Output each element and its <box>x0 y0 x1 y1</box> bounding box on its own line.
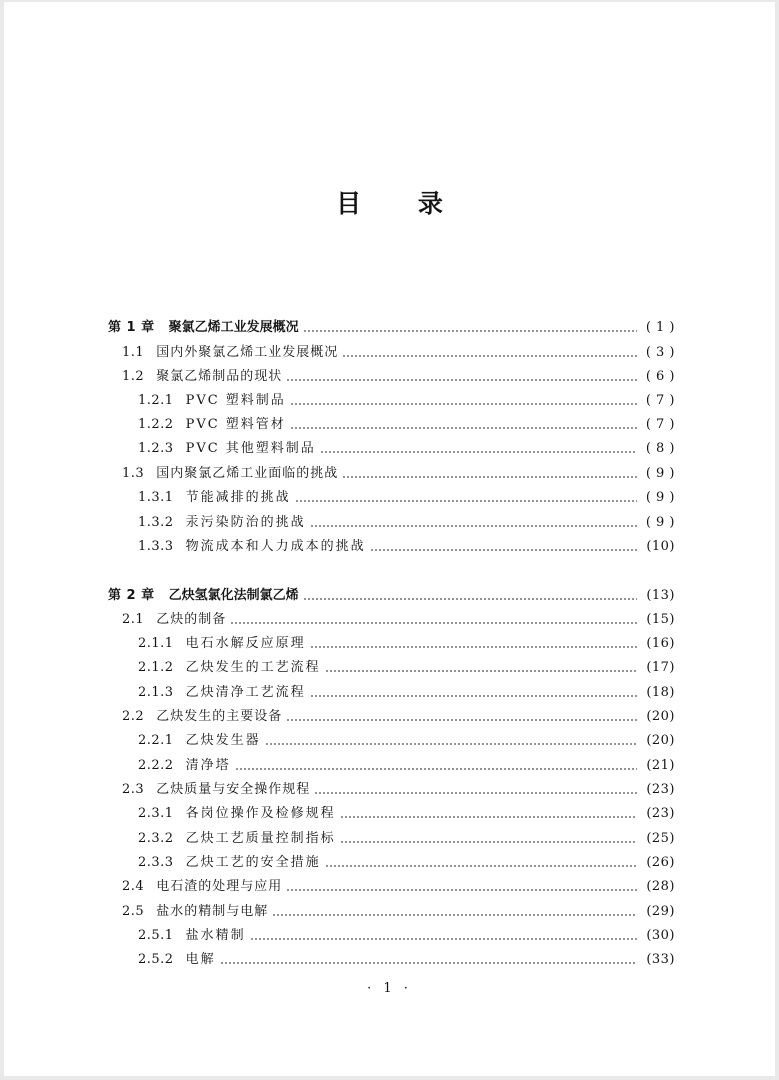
toc-entry[interactable] <box>122 462 675 482</box>
toc-entry-page: ( 9 ) <box>645 490 675 505</box>
toc-entry-page: (18) <box>646 685 675 700</box>
toc-entry[interactable] <box>138 851 675 871</box>
toc-entry-number: 1.2.3 <box>138 441 174 456</box>
dot-leader <box>286 719 637 721</box>
toc-entry-page: ( 3 ) <box>645 345 675 360</box>
toc-entry-title: 节能减排的挑战 <box>185 490 291 505</box>
toc-entry-page: (16) <box>646 636 675 651</box>
dot-leader <box>340 816 637 818</box>
toc-entry-page: ( 9 ) <box>645 466 675 481</box>
dot-leader <box>325 670 637 672</box>
toc-entry[interactable] <box>138 656 675 676</box>
toc-entry-page: ( 8 ) <box>645 441 675 456</box>
toc-entry-page: ( 7 ) <box>645 417 675 432</box>
toc-entry-title: 乙炔氢氯化法制氯乙烯 <box>168 588 299 603</box>
toc-entry-number: 2.3.1 <box>138 806 174 821</box>
toc-entry-title: 乙炔的制备 <box>156 612 227 627</box>
toc-entry[interactable] <box>122 341 675 361</box>
dot-leader <box>325 865 637 867</box>
dot-leader <box>342 355 637 357</box>
page-number-footer: · 1 · <box>367 981 412 996</box>
toc-entry-page: (26) <box>646 855 675 870</box>
toc-entry[interactable] <box>138 754 675 774</box>
toc-entry-page: (10) <box>646 539 675 554</box>
dot-leader <box>370 549 637 551</box>
toc-entry-title: 乙炔工艺质量控制指标 <box>185 831 336 846</box>
toc-entry-page: (13) <box>646 588 675 603</box>
toc-entry[interactable] <box>138 437 675 457</box>
toc-entry-number: 2.2.1 <box>138 733 174 748</box>
toc-entry-title: 乙炔发生器 <box>185 733 261 748</box>
toc-entry[interactable] <box>122 875 675 895</box>
toc-entry-number: 2.1.1 <box>138 636 174 651</box>
dot-leader <box>310 695 637 697</box>
toc-entry-title: 电石水解反应原理 <box>185 636 306 651</box>
toc-entry[interactable] <box>138 535 675 555</box>
toc-entry-title: PVC 塑料制品 <box>185 393 286 408</box>
dot-leader <box>272 914 637 916</box>
toc-entry-title: 聚氯乙烯制品的现状 <box>156 369 283 384</box>
dot-leader <box>340 841 637 843</box>
toc-entry-number: 1.3.2 <box>138 515 174 530</box>
dot-leader <box>265 743 637 745</box>
toc-entry-number: 2.4 <box>122 879 145 894</box>
toc-entry-number: 1.3 <box>122 466 145 481</box>
toc-chapter-entry[interactable] <box>108 584 675 604</box>
toc-entry[interactable] <box>122 900 675 920</box>
toc-entry-number: 1.3.1 <box>138 490 174 505</box>
toc-entry[interactable] <box>138 729 675 749</box>
toc-entry-title: PVC 其他塑料制品 <box>185 441 316 456</box>
toc-entry-number: 2.5.1 <box>138 928 174 943</box>
dot-leader <box>286 379 637 381</box>
dot-leader <box>220 962 637 964</box>
toc-entry-page: (23) <box>646 806 675 821</box>
dot-leader <box>290 427 637 429</box>
toc-entry-page: ( 6 ) <box>645 369 675 384</box>
toc-entry-number: 2.5 <box>122 904 145 919</box>
dot-leader <box>310 525 637 527</box>
toc-entry-page: (20) <box>646 733 675 748</box>
toc-entry-number: 1.2.2 <box>138 417 174 432</box>
toc-entry-page: (17) <box>646 660 675 675</box>
toc-entry-number: 2.3 <box>122 782 145 797</box>
toc-entry-page: ( 9 ) <box>645 515 675 530</box>
toc-entry[interactable] <box>122 365 675 385</box>
toc-entry-title: 聚氯乙烯工业发展概况 <box>168 320 299 335</box>
toc-entry-number: 第 2 章 <box>108 588 155 603</box>
toc-entry-number: 2.2 <box>122 709 145 724</box>
dot-leader <box>295 500 637 502</box>
toc-entry-title: 乙炔工艺的安全措施 <box>185 855 321 870</box>
toc-entry-title: 盐水精制 <box>185 928 246 943</box>
toc-entry-page: (28) <box>646 879 675 894</box>
toc-entry-number: 2.3.2 <box>138 831 174 846</box>
toc-entry-page: ( 1 ) <box>645 320 675 335</box>
toc-entry-title: 乙炔清净工艺流程 <box>185 685 306 700</box>
toc-entry[interactable] <box>138 681 675 701</box>
toc-entry-title: 电石渣的处理与应用 <box>156 879 283 894</box>
toc-entry-title: 电解 <box>185 952 216 967</box>
toc-entry-title: 各岗位操作及检修规程 <box>185 806 336 821</box>
toc-entry-page: (23) <box>646 782 675 797</box>
dot-leader <box>320 451 637 453</box>
toc-entry-number: 2.1.2 <box>138 660 174 675</box>
toc-entry-number: 2.1 <box>122 612 145 627</box>
toc-entry[interactable] <box>138 924 675 944</box>
page-title: 目 录 <box>336 189 467 218</box>
dot-leader <box>290 403 637 405</box>
dot-leader <box>286 889 637 891</box>
dot-leader <box>303 330 637 332</box>
toc-entry-number: 2.2.2 <box>138 758 174 773</box>
toc-entry-title: 国内聚氯乙烯工业面临的挑战 <box>156 466 339 481</box>
toc-entry-title: 国内外聚氯乙烯工业发展概况 <box>156 345 339 360</box>
toc-entry-number: 1.2 <box>122 369 145 384</box>
toc-entry[interactable] <box>122 608 675 628</box>
toc-entry-number: 第 1 章 <box>108 320 155 335</box>
toc-entry-title: 乙炔发生的工艺流程 <box>185 660 321 675</box>
toc-entry[interactable] <box>138 632 675 652</box>
dot-leader <box>230 622 637 624</box>
toc-entry[interactable] <box>138 948 675 968</box>
toc-entry[interactable] <box>138 413 675 433</box>
toc-entry-number: 1.2.1 <box>138 393 174 408</box>
toc-entry-title: 乙炔发生的主要设备 <box>156 709 283 724</box>
toc-entry[interactable] <box>138 511 675 531</box>
toc-entry-number: 2.3.3 <box>138 855 174 870</box>
toc-entry-page: (15) <box>646 612 675 627</box>
toc-entry-page: (21) <box>646 758 675 773</box>
toc-entry[interactable] <box>122 778 675 798</box>
toc-entry-number: 1.3.3 <box>138 539 174 554</box>
dot-leader <box>250 938 637 940</box>
dot-leader <box>342 476 637 478</box>
dot-leader <box>314 792 637 794</box>
toc-entry-page: (20) <box>646 709 675 724</box>
toc-entry-title: 物流成本和人力成本的挑战 <box>185 539 366 554</box>
toc-entry[interactable] <box>138 802 675 822</box>
toc-entry-page: (29) <box>646 904 675 919</box>
dot-leader <box>310 646 637 648</box>
toc-entry[interactable] <box>138 827 675 847</box>
toc-entry-number: 2.1.3 <box>138 685 174 700</box>
dot-leader <box>303 598 637 600</box>
toc-entry-page: (30) <box>646 928 675 943</box>
toc-entry-title: 盐水的精制与电解 <box>156 904 269 919</box>
dot-leader <box>235 768 637 770</box>
toc-entry[interactable] <box>138 389 675 409</box>
toc-entry-number: 2.5.2 <box>138 952 174 967</box>
toc-entry[interactable] <box>138 486 675 506</box>
toc-entry-page: (33) <box>646 952 675 967</box>
toc-entry-page: (25) <box>646 831 675 846</box>
toc-entry-title: 汞污染防治的挑战 <box>185 515 306 530</box>
toc-entry-title: 乙炔质量与安全操作规程 <box>156 782 311 797</box>
toc-chapter-entry[interactable] <box>108 316 675 336</box>
toc-entry-page: ( 7 ) <box>645 393 675 408</box>
toc-entry-number: 1.1 <box>122 345 145 360</box>
toc-entry-title: PVC 塑料管材 <box>185 417 286 432</box>
toc-entry-title: 清净塔 <box>185 758 231 773</box>
toc-entry[interactable] <box>122 705 675 725</box>
